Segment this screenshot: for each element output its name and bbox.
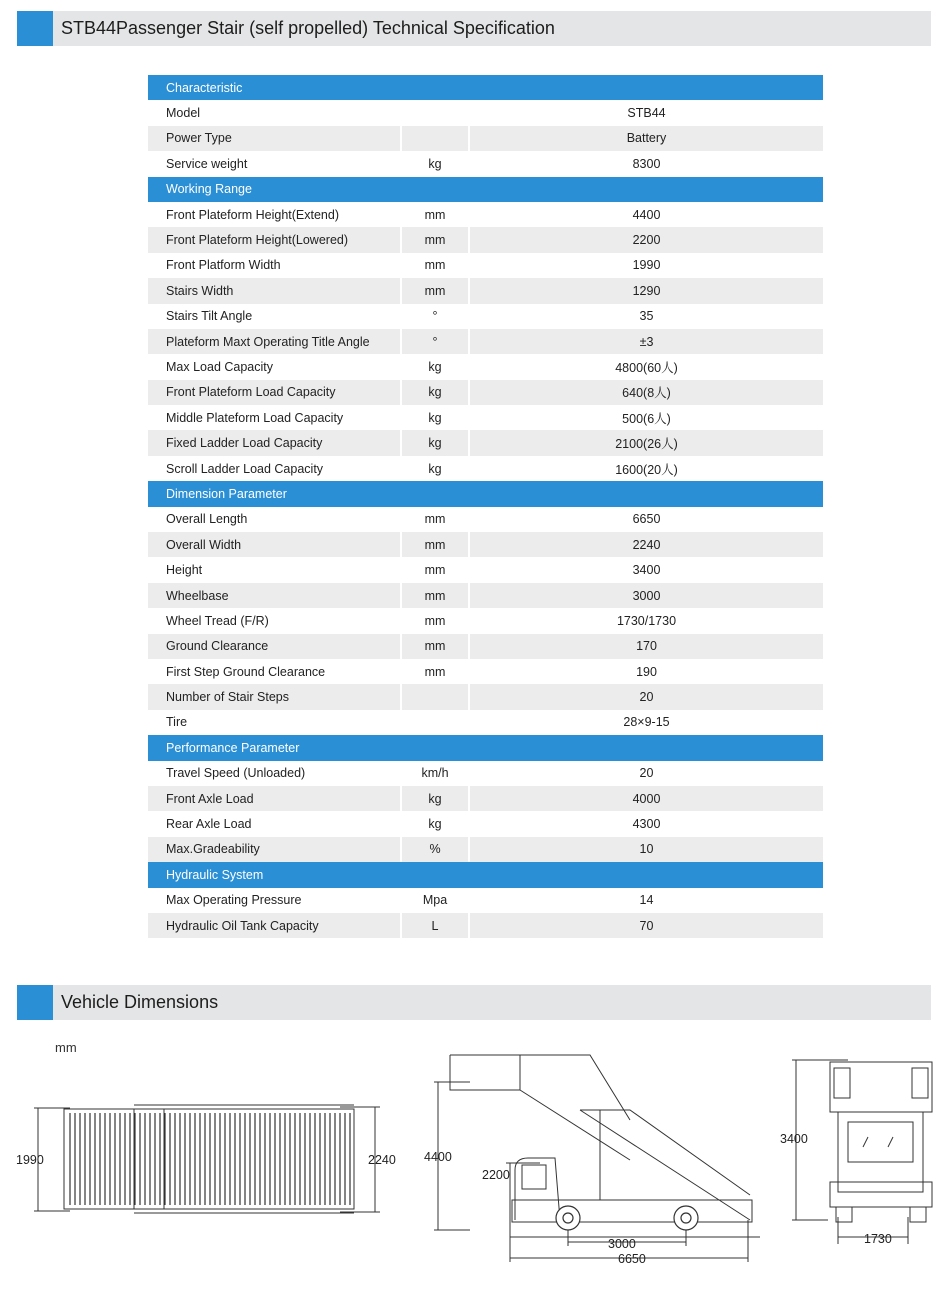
spec-value: 10 xyxy=(470,837,823,862)
table-row xyxy=(148,304,823,329)
spec-unit xyxy=(400,710,470,735)
spec-name: Front Platform Width xyxy=(166,258,281,273)
spec-unit: mm xyxy=(400,634,470,659)
table-row xyxy=(148,913,823,938)
table-row xyxy=(148,659,823,684)
table-row xyxy=(148,786,823,811)
spec-unit xyxy=(400,684,470,709)
spec-value: 640(8人) xyxy=(470,380,823,405)
spec-unit: kg xyxy=(428,359,442,374)
spec-name: Front Plateform Height(Extend) xyxy=(166,207,339,222)
spec-unit: mm xyxy=(400,583,470,608)
table-row xyxy=(148,126,823,151)
spec-name: Rear Axle Load xyxy=(166,817,252,832)
spec-name: Middle Plateform Load Capacity xyxy=(166,410,344,425)
spec-name: Travel Speed (Unloaded) xyxy=(166,766,306,781)
table-row xyxy=(148,430,823,455)
table-row xyxy=(148,227,823,252)
spec-name: Stairs Width xyxy=(148,278,400,303)
table-row xyxy=(148,684,823,709)
spec-unit: mm xyxy=(424,664,446,679)
spec-unit: mm xyxy=(424,207,446,222)
table-row xyxy=(148,507,823,532)
spec-name: Fixed Ladder Load Capacity xyxy=(148,430,400,455)
spec-unit: kg xyxy=(428,156,442,171)
spec-section-header xyxy=(17,11,931,46)
spec-value: 35 xyxy=(639,309,654,324)
spec-value: 2100(26人) xyxy=(470,430,823,455)
table-row xyxy=(148,634,823,659)
spec-name: Ground Clearance xyxy=(148,634,400,659)
spec-name: Overall Length xyxy=(166,512,248,527)
spec-unit: kg xyxy=(400,380,470,405)
table-row xyxy=(148,253,823,278)
top-view-width-1990: 1990 xyxy=(16,1153,44,1167)
spec-value: 1290 xyxy=(470,278,823,303)
table-row xyxy=(148,710,823,735)
spec-name: Stairs Tilt Angle xyxy=(166,309,253,324)
spec-name: Front Axle Load xyxy=(148,786,400,811)
spec-value: 28×9-15 xyxy=(623,715,670,730)
spec-name: Number of Stair Steps xyxy=(148,684,400,709)
table-row xyxy=(148,811,823,836)
side-view-height-4400: 4400 xyxy=(424,1150,452,1164)
spec-name: Height xyxy=(166,563,203,578)
side-view-length-6650: 6650 xyxy=(618,1252,646,1266)
spec-name: Hydraulic Oil Tank Capacity xyxy=(148,913,400,938)
spec-value: 20 xyxy=(470,684,823,709)
table-row xyxy=(148,100,823,125)
spec-name: Front Plateform Height(Lowered) xyxy=(148,227,400,252)
spec-unit: L xyxy=(400,913,470,938)
section-header-row xyxy=(148,481,823,506)
front-view-tread-1730: 1730 xyxy=(864,1232,892,1246)
table-row xyxy=(148,380,823,405)
spec-value: 4000 xyxy=(470,786,823,811)
spec-name: Overall Width xyxy=(148,532,400,557)
spec-value: 70 xyxy=(470,913,823,938)
section-title: Dimension Parameter xyxy=(148,481,823,506)
table-row xyxy=(148,278,823,303)
side-view-drawing xyxy=(430,1050,770,1270)
spec-name: Max Load Capacity xyxy=(166,359,274,374)
spec-unit: mm xyxy=(400,278,470,303)
spec-name: Plateform Maxt Operating Title Angle xyxy=(148,329,400,354)
table-row xyxy=(148,329,823,354)
spec-name: Front Plateform Load Capacity xyxy=(148,380,400,405)
spec-table xyxy=(148,75,823,938)
spec-unit: % xyxy=(400,837,470,862)
spec-name: Wheelbase xyxy=(148,583,400,608)
spec-unit: mm xyxy=(424,563,446,578)
spec-value: 4300 xyxy=(632,817,661,832)
top-view-width-2240: 2240 xyxy=(368,1153,396,1167)
spec-value: 1600(20人) xyxy=(615,462,678,477)
spec-name: Model xyxy=(166,106,201,121)
section-title: Hydraulic System xyxy=(148,862,823,887)
spec-value: 1990 xyxy=(632,258,661,273)
table-row xyxy=(148,532,823,557)
section-title: Performance Parameter xyxy=(148,735,823,760)
spec-unit: mm xyxy=(424,258,446,273)
page-title: STB44Passenger Stair (self propelled) Technical Specification xyxy=(61,18,555,38)
spec-name: Scroll Ladder Load Capacity xyxy=(166,461,324,476)
dimension-unit-label: mm xyxy=(55,1040,77,1055)
spec-value: 3000 xyxy=(470,583,823,608)
spec-name: Wheel Tread (F/R) xyxy=(166,613,269,628)
section-header-row xyxy=(148,177,823,202)
spec-unit: Mpa xyxy=(422,893,448,908)
section-header-row xyxy=(148,862,823,887)
spec-value: 2240 xyxy=(470,532,823,557)
table-row xyxy=(148,202,823,227)
spec-value: Battery xyxy=(470,126,823,151)
spec-unit: kg xyxy=(400,430,470,455)
dimensions-title: Vehicle Dimensions xyxy=(61,992,219,1012)
top-view-drawing xyxy=(30,1095,410,1225)
spec-name: First Step Ground Clearance xyxy=(166,664,326,679)
section-header-row xyxy=(148,75,823,100)
spec-unit: mm xyxy=(400,227,470,252)
spec-value: 14 xyxy=(639,893,654,908)
spec-value: 2200 xyxy=(470,227,823,252)
dimensions-section-header xyxy=(17,985,931,1020)
table-row xyxy=(148,405,823,430)
spec-value: ±3 xyxy=(470,329,823,354)
spec-unit: ° xyxy=(400,329,470,354)
spec-value: 4800(60人) xyxy=(615,360,678,375)
front-view-height-3400: 3400 xyxy=(780,1132,808,1146)
table-row xyxy=(148,557,823,582)
spec-name: Service weight xyxy=(166,156,248,171)
side-view-height-2200: 2200 xyxy=(482,1168,510,1182)
spec-value: 6650 xyxy=(632,512,661,527)
section-header-row xyxy=(148,735,823,760)
spec-value: 170 xyxy=(470,634,823,659)
spec-unit: kg xyxy=(428,410,442,425)
spec-unit xyxy=(400,100,470,125)
spec-value: STB44 xyxy=(627,106,666,121)
table-row xyxy=(148,608,823,633)
side-view-wheelbase-3000: 3000 xyxy=(608,1237,636,1251)
header-accent-bar xyxy=(17,11,53,46)
spec-name: Tire xyxy=(166,715,188,730)
table-row xyxy=(148,456,823,481)
spec-unit: kg xyxy=(428,461,442,476)
spec-name: Power Type xyxy=(148,126,400,151)
table-row xyxy=(148,888,823,913)
spec-unit xyxy=(400,126,470,151)
section-title: Working Range xyxy=(148,177,823,202)
header-accent-bar xyxy=(17,985,53,1020)
table-row xyxy=(148,583,823,608)
spec-value: 500(6人) xyxy=(622,411,671,426)
spec-unit: kg xyxy=(428,817,442,832)
table-row xyxy=(148,151,823,176)
spec-unit: mm xyxy=(400,532,470,557)
spec-unit: mm xyxy=(424,613,446,628)
spec-unit: ° xyxy=(432,309,438,324)
spec-unit: mm xyxy=(424,512,446,527)
spec-unit: kg xyxy=(400,786,470,811)
spec-value: 8300 xyxy=(632,156,661,171)
front-view-drawing xyxy=(788,1052,943,1252)
section-title: Characteristic xyxy=(148,75,823,100)
table-row xyxy=(148,354,823,379)
table-row xyxy=(148,761,823,786)
spec-value: 20 xyxy=(639,766,654,781)
spec-value: 3400 xyxy=(632,563,661,578)
spec-value: 190 xyxy=(636,664,657,679)
spec-value: 4400 xyxy=(632,207,661,222)
spec-value: 1730/1730 xyxy=(616,613,677,628)
spec-name: Max.Gradeability xyxy=(148,837,400,862)
table-row xyxy=(148,837,823,862)
spec-name: Max Operating Pressure xyxy=(166,893,302,908)
spec-unit: km/h xyxy=(421,766,449,781)
